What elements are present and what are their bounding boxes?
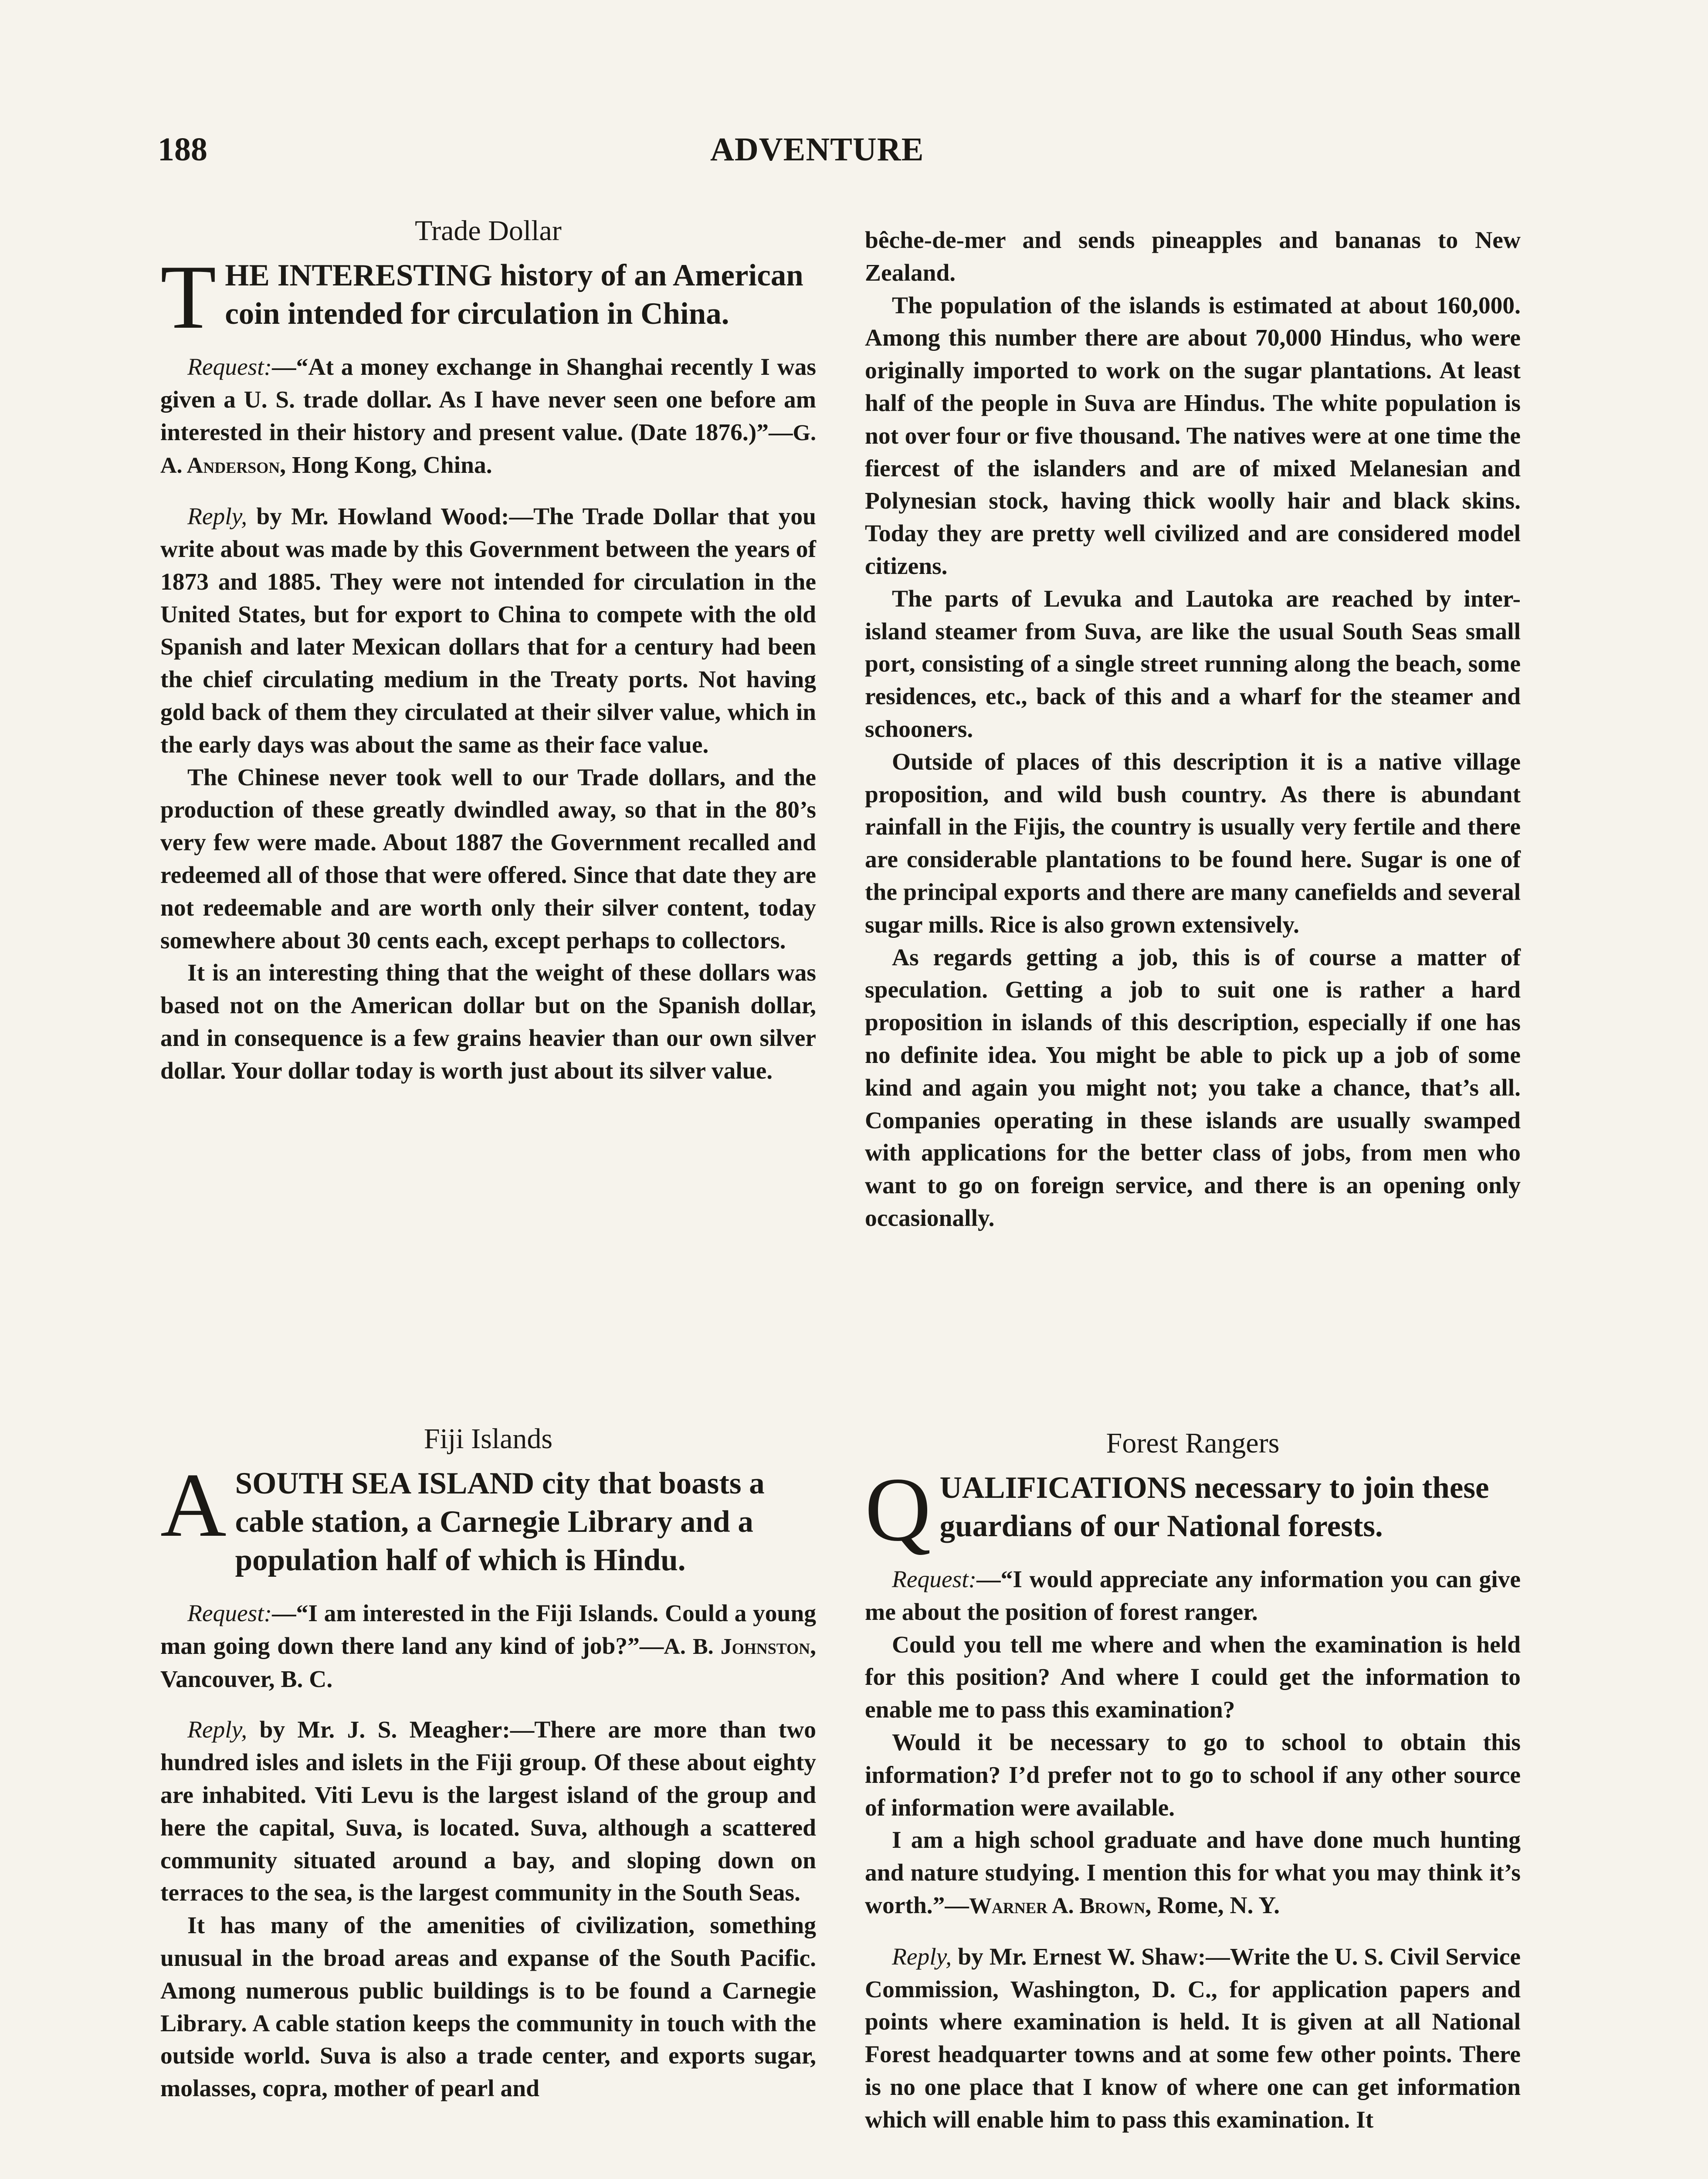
drop-cap: T (160, 247, 217, 348)
request-paragraph (865, 1564, 1521, 1629)
request-label: Request: (892, 1566, 977, 1593)
reply-label: Reply, (892, 1943, 952, 1970)
reply-paragraph (865, 1941, 1521, 2137)
request-paragraph (160, 1598, 816, 1696)
reply-paragraph (160, 1714, 816, 1910)
request-text: —“At a money exchange in Shanghai recently I was given a U. S. trade dollar. As I have never seen one before am interested in their history and present value. (Date 1876.)”— (160, 354, 816, 446)
request-place: , Vancouver, B. C. (160, 1633, 817, 1693)
request-text-end: I am a high school graduate and have done much hunting and nature studying. I mention this for what you may think it’s worth.”— (865, 1827, 1521, 1919)
request-place: , Hong Kong, China. (280, 452, 492, 479)
body-paragraph: The Chinese never took well to our Trade dollars, and the production of these greatly dwindled away, so that in the 80’s very few were made. About 1887 the Government recalled and redeemed all of those that were offered. Since that date they are not redeemable and are worth only their silver content, today somewhere about 30 cents each, except perhaps to collectors. (160, 764, 816, 954)
section-trade-dollar (160, 214, 816, 1088)
reply-paragraph (160, 501, 816, 761)
request-label: Request: (187, 1600, 272, 1627)
request-signature: G. A. Anderson (160, 420, 816, 479)
article-body (865, 224, 1521, 1235)
body-paragraph: It has many of the amenities of civilization, something unusual in the broad areas and expanse of the South Pacific. Among numerous public buildings is to be found a Carnegie Library. A cable station keeps the community in touch with the outside world. Suva is also a trade center, and exports sugar, molasses, copra, mother of pearl and (160, 1912, 816, 2102)
body-paragraph: Would it be necessary to go to school to obtain this information? I’d prefer not to go to school if any other source of information were available. (865, 1729, 1521, 1821)
running-head: ADVENTURE (710, 131, 924, 168)
request-signature: Warner A. Brown (969, 1893, 1145, 1918)
page-number: 188 (158, 131, 207, 168)
body-paragraph: bêche-de-mer and sends pineapples and bananas to New Zealand. (865, 227, 1521, 286)
request-place: , Rome, N. Y. (1145, 1892, 1280, 1919)
section-blurb (160, 247, 816, 348)
section-blurb (865, 1459, 1521, 1560)
body-paragraph: Outside of places of this description it is a native village proposition, and wild bush country. As there is abundant rainfall in the Fijis, the country is usually very fertile and there are considerable plantations to be found here. Sugar is one of the principal exports and there are many canefields and several sugar mills. Rice is also grown extensively. (865, 748, 1521, 938)
request-label: Request: (187, 354, 272, 380)
section-title: Forest Rangers (1106, 1427, 1280, 1459)
section-blurb (160, 1455, 816, 1579)
reply-text: by Mr. Howland Wood:—The Trade Dollar that you write about was made by this Government between the years of 1873 and 1885. They were not intended for circulation in the United States, but for export to China to compete with the old Spanish and later Mexican dollars that for a century had been the chief circulating medium in the Treaty ports. Not having gold back of them they circulated at their silver value, which in the early days was about the same as their face value. (160, 503, 816, 758)
article-body (160, 1598, 816, 2105)
blurb-text: SOUTH SEA ISLAND city that boasts a cable station, a Carnegie Library and a population half of which is Hindu. (235, 1466, 765, 1577)
reply-text: by Mr. Ernest W. Shaw:—Write the U. S. Civil Service Commission, Washington, D. C., for application papers and points where examination is held. It is given at all National Forest headquarter towns and at some few other points. There is no one place that I know of where one can get information which will enable him to pass this examination. It (865, 1943, 1521, 2133)
section-forest-rangers (865, 1426, 1521, 2137)
section-title: Fiji Islands (424, 1423, 553, 1455)
section-title: Trade Dollar (415, 215, 562, 247)
reply-label: Reply, (187, 1717, 247, 1744)
article-body (160, 351, 816, 1088)
body-paragraph: As regards getting a job, this is of course a matter of speculation. Getting a job to suit one is rather a hard proposition in islands of this description, especially if one has no definite idea. You might be able to pick up a job of some kind and again you might not; you take a chance, that’s all. Companies operating in these islands are usually swamped with applications for the better class of jobs, from men who want to go on foreign service, and there is an opening only occasionally. (865, 944, 1521, 1232)
article-body (865, 1564, 1521, 2137)
section-fiji-continued (865, 224, 1521, 1235)
request-text: —“I am interested in the Fiji Islands. Could a young man going down there land any kind of job?”— (160, 1600, 816, 1660)
body-paragraph: The population of the islands is estimated at about 160,000. Among this number there are about 70,000 Hindus, who were originally imported to work on the sugar plantations. At least half of the people in Suva are Hindus. The white population is not over four or five thousand. The natives were at one time the fiercest of the islanders and are of mixed Melanesian and Polynesian stock, having thick woolly hair and black skins. Today they are pretty well civilized and are considered model citizens. (865, 292, 1521, 580)
request-signature: A. B. Johnston (664, 1634, 810, 1659)
drop-cap: A (160, 1455, 227, 1556)
section-fiji-islands (160, 1422, 816, 2105)
blurb-text: HE INTERESTING history of an American coin intended for circulation in China. (225, 258, 803, 331)
body-paragraph: The parts of Levuka and Lautoka are reached by inter-island steamer from Suva, are like the usual South Seas small port, consisting of a single street running along the beach, some residences, etc., back of this and a wharf for the steamer and schooners. (865, 585, 1521, 743)
drop-cap: Q (865, 1459, 931, 1560)
body-paragraph (865, 1824, 1521, 1922)
body-paragraph: Could you tell me where and when the examination is held for this position? And where I could get the information to enable me to pass this examination? (865, 1631, 1521, 1724)
reply-text: by Mr. J. S. Meagher:—There are more than two hundred isles and islets in the Fiji group. Of these about eighty are inhabited. Viti Levu is the largest island of the group and here the capital, Suva, is located. Suva, although a scattered community situated around a bay, and sloping down on terraces to the sea, is the largest community in the South Seas. (160, 1717, 816, 1907)
request-text: —“I would appreciate any information you can give me about the position of forest ranger. (865, 1566, 1521, 1626)
reply-label: Reply, (187, 503, 247, 530)
request-paragraph (160, 351, 816, 482)
body-paragraph: It is an interesting thing that the weight of these dollars was based not on the American dollar but on the Spanish dollar, and in consequence is a few grains heavier than our own silver dollar. Your dollar today is worth just about its silver value. (160, 960, 816, 1084)
blurb-text: UALIFICATIONS necessary to join these guardians of our National forests. (939, 1471, 1489, 1543)
